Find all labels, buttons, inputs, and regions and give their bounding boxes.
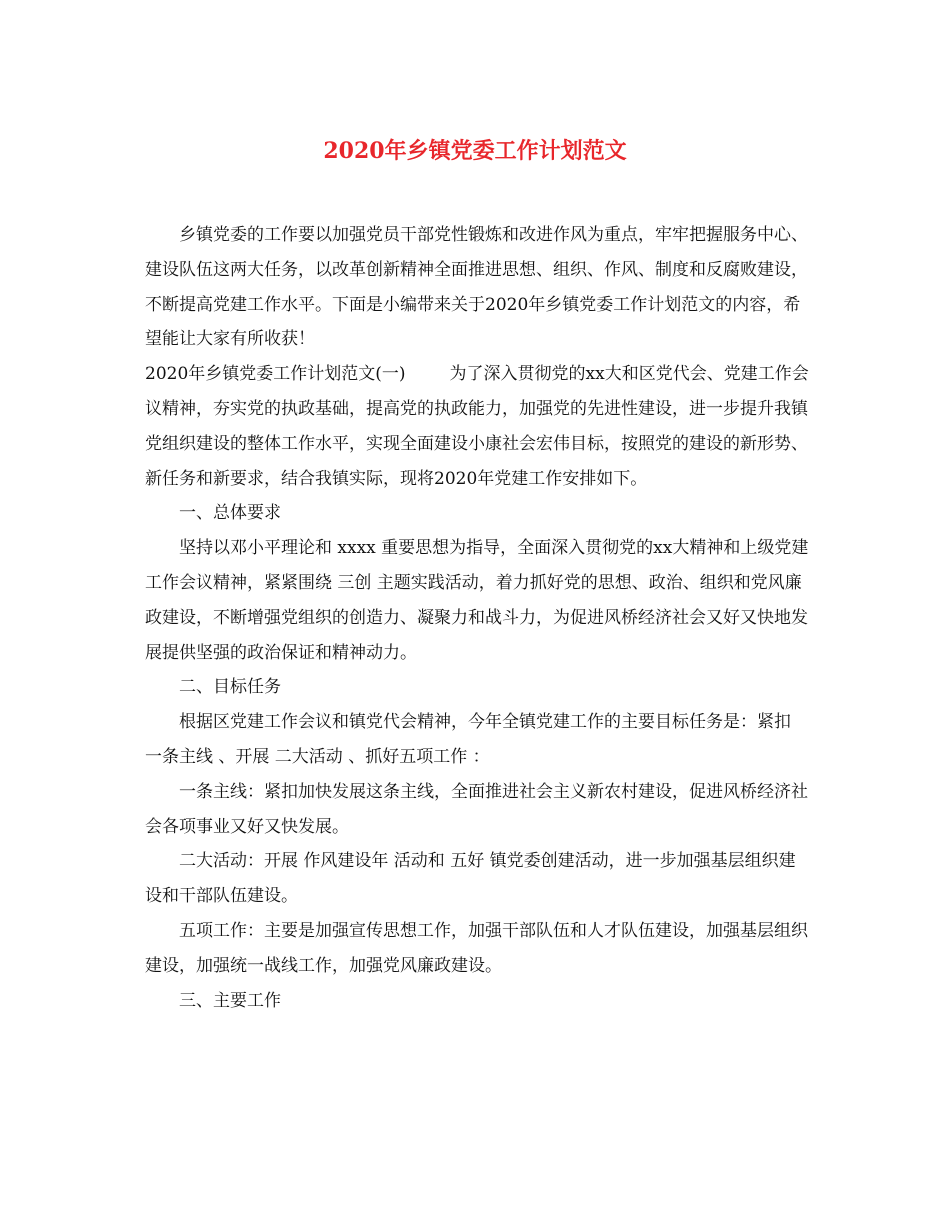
section-paragraph xyxy=(145,357,810,496)
overall-requirements-paragraph: 坚持以邓小平理论和 xxxx 重要思想为指导，全面深入贯彻党的xx大精神和上级党建工作会议精神，紧紧围绕 三创 主题实践活动，着力抓好党的思想、政治、组织和党风廉政建设，不断增强党组织的创造力、凝聚力和战斗力，为促进风桥经济社会又好又快地发展提供坚强的政治保证和精神动力。 xyxy=(145,538,809,663)
intro-paragraph: 乡镇党委的工作要以加强党员干部党性锻炼和改进作风为重点，牢牢把握服务中心、建设队伍这两大任务，以改革创新精神全面推进思想、组织、作风、制度和反腐败建设，不断提高党建工作水平。下面是小编带来关于2020年乡镇党委工作计划范文的内容，希望能让大家有所收获！ xyxy=(145,225,808,350)
five-works-paragraph: 五项工作：主要是加强宣传思想工作，加强干部队伍和人才队伍建设，加强基层组织建设，加强统一战线工作，加强党风廉政建设。 xyxy=(145,920,808,976)
document-body xyxy=(145,218,810,1018)
two-activities-paragraph: 二大活动：开展 作风建设年 活动和 五好 镇党委创建活动，进一步加强基层组织建设和干部队伍建设。 xyxy=(145,851,796,907)
goals-tasks-paragraph: 根据区党建工作会议和镇党代会精神，今年全镇党建工作的主要目标任务是：紧扣 一条主线 、开展 二大活动 、抓好五项工作 ： xyxy=(145,712,791,767)
document-title: 2020年乡镇党委工作计划范文 xyxy=(323,138,627,164)
subtitle-text: 2020年乡镇党委工作计划范文(一) xyxy=(145,364,406,385)
heading-goals-tasks: 二、目标任务 xyxy=(179,677,281,698)
heading-overall-requirements: 一、总体要求 xyxy=(179,503,281,524)
main-line-paragraph: 一条主线：紧扣加快发展这条主线，全面推进社会主义新农村建设，促进风桥经济社会各项事业又好又快发展。 xyxy=(145,781,808,837)
preamble-text: 为了深入贯彻党的xx大和区党代会、党建工作会议精神，夯实党的执政基础，提高党的执政能力，加强党的先进性建设，进一步提升我镇党组织建设的整体工作水平，实现全面建设小康社会宏伟目标，按照党的建设的新形势、新任务和新要求，结合我镇实际，现将2020年党建工作安排如下。 xyxy=(145,364,809,489)
heading-main-work: 三、主要工作 xyxy=(179,990,281,1011)
